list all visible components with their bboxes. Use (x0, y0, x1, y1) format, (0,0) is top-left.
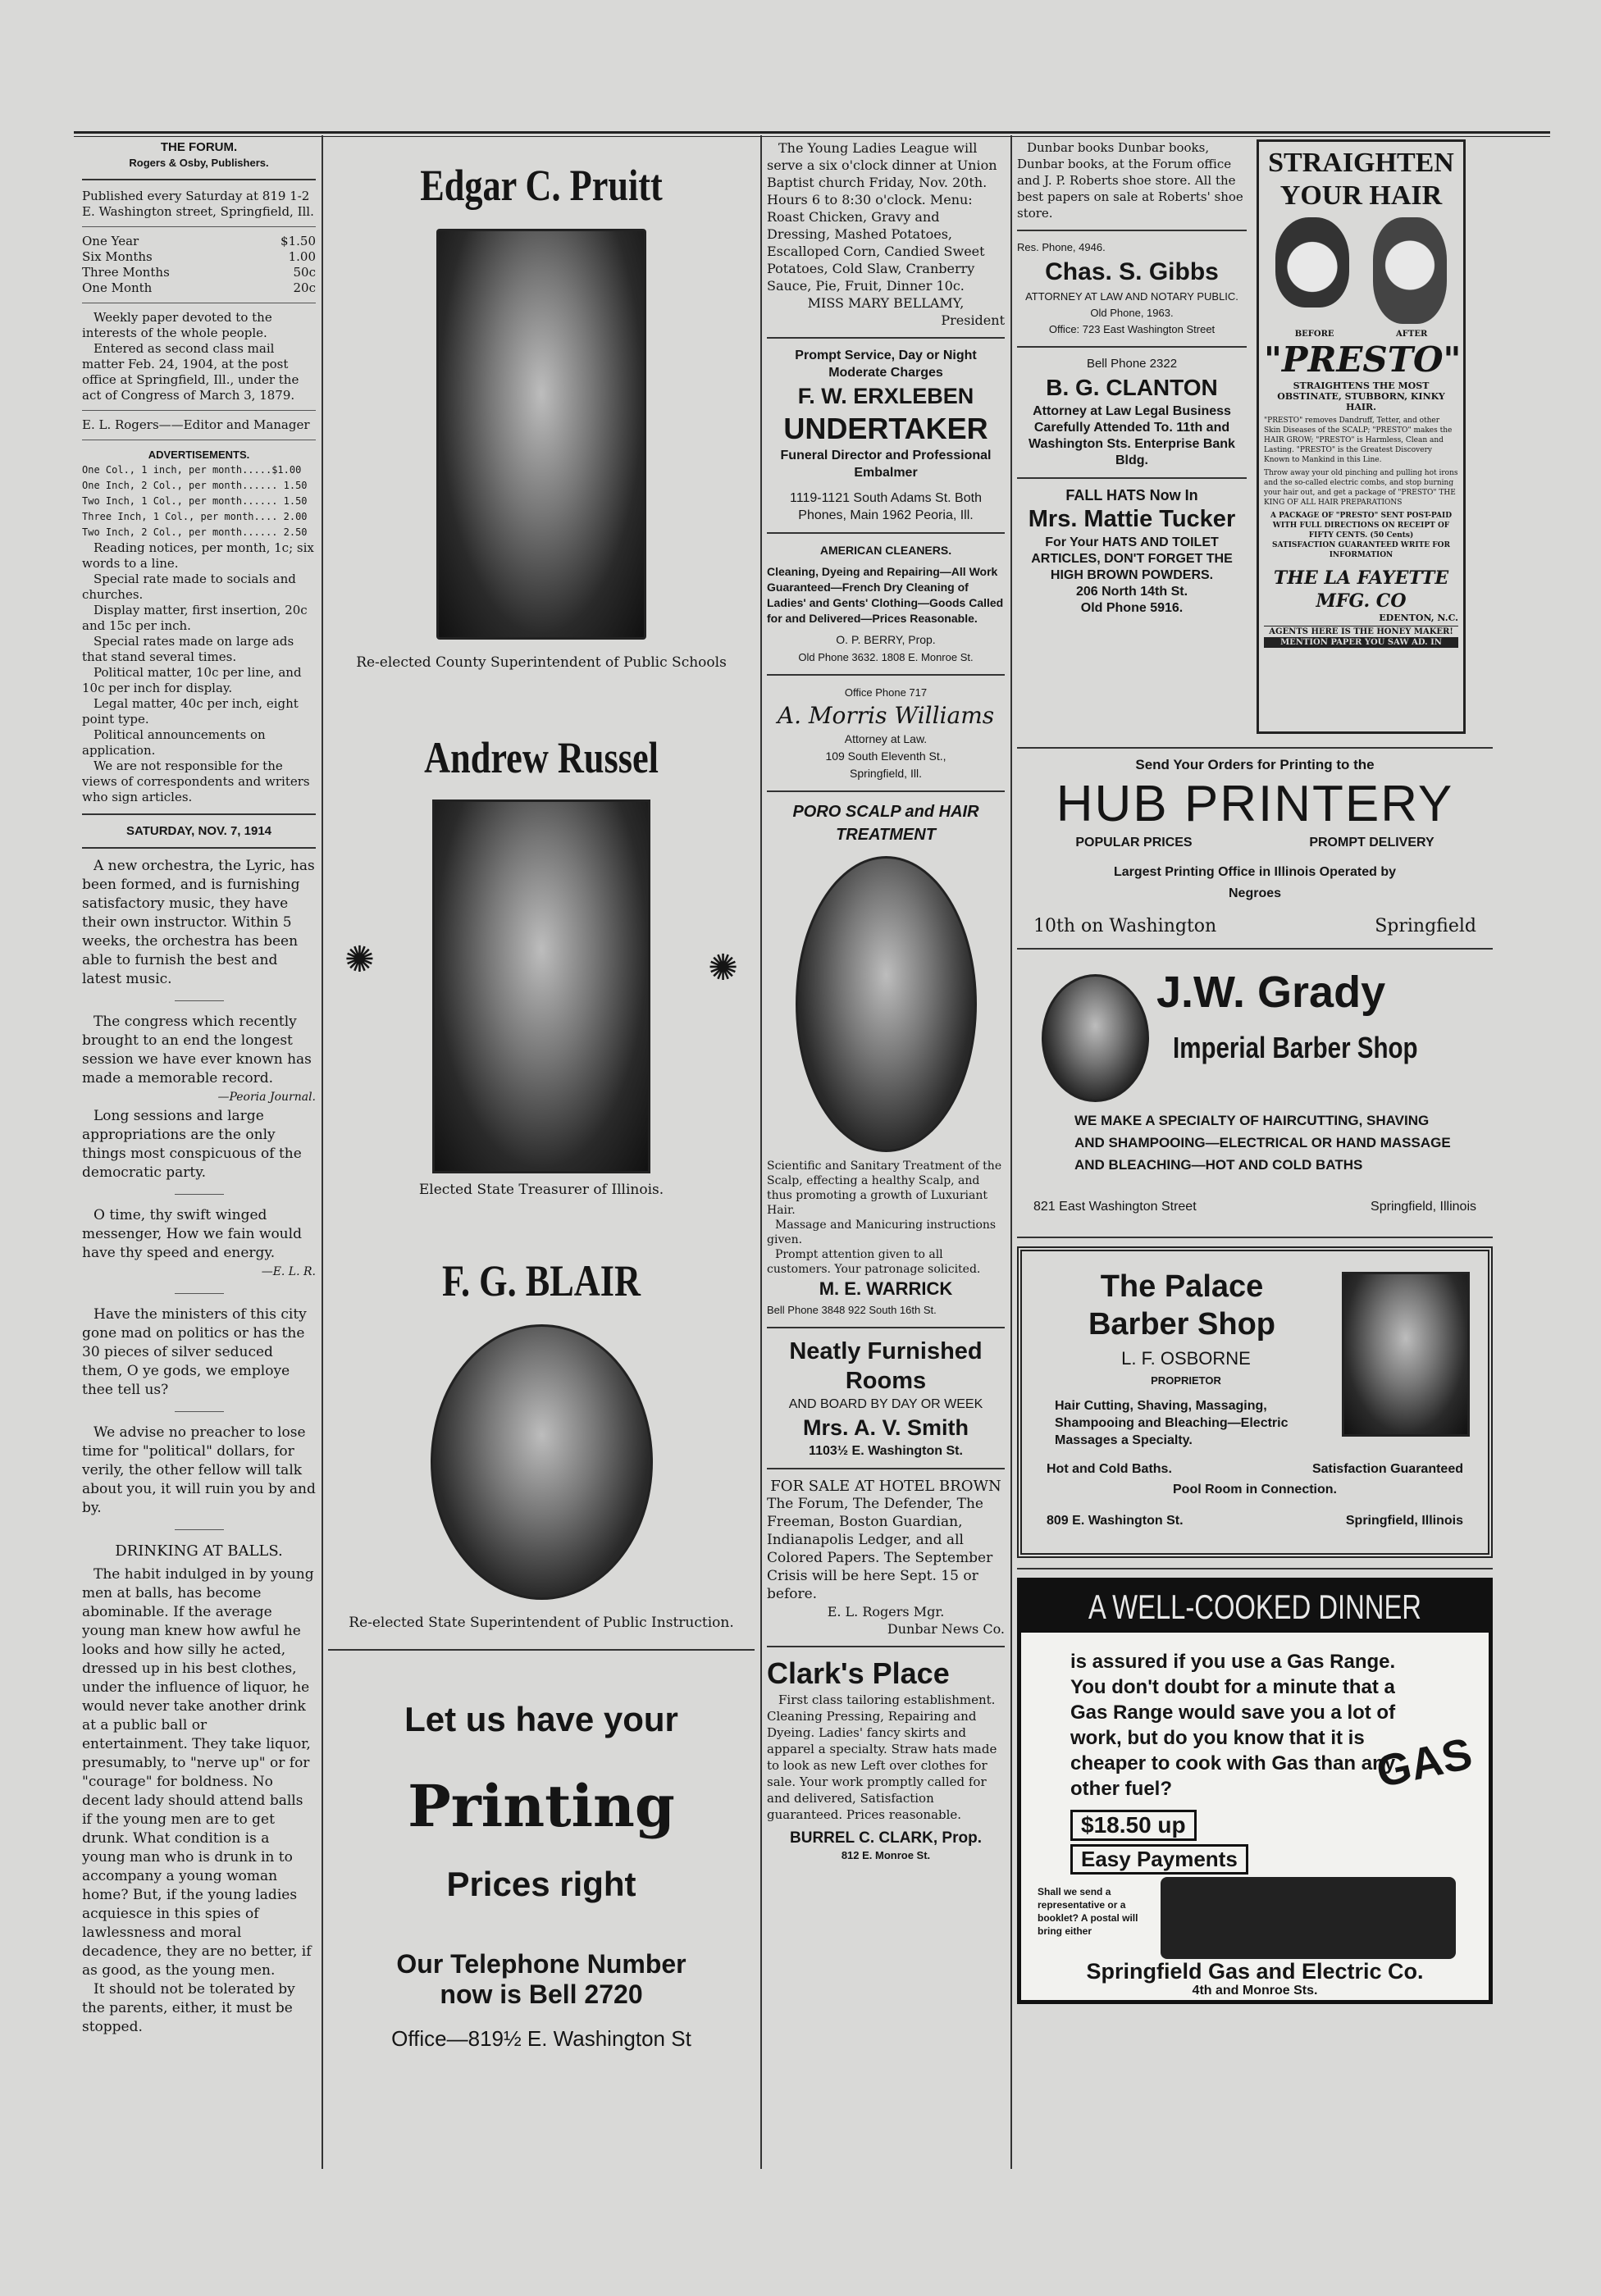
printing-line-1: Let us have your (404, 1700, 678, 1738)
clarks-text: First class tailoring establishment. Cleaning Pressing, Repairing and Dyeing. Ladies' fancy skirts and apparel a specialty. Straw hats made to look as new Left over clothes for sale. Your work promptly called for and delivered, Satisfaction guaranteed. Prices reasonable. (767, 1692, 997, 1822)
smith-address: 1103½ E. Washington St. (809, 1444, 963, 1458)
grady-address: 821 East Washington Street (1033, 1200, 1197, 1214)
pruitt-portrait (436, 229, 646, 640)
ad-note: Display matter, first insertion, 20c and 15c per inch. (82, 603, 308, 633)
league-signature: MISS MARY BELLAMY, (807, 295, 965, 311)
phone-line-1: Our Telephone Number (396, 1949, 686, 1979)
forsale-signature: E. L. Rogers Mgr. (827, 1604, 945, 1620)
undertaker-title: UNDERTAKER (783, 412, 988, 445)
forsale-text: The Forum, The Defender, The Freeman, Boston Guardian, Indianapolis Ledger, and all Colored Papers. The September Crisis will be here Sept. 15 or before. (767, 1496, 993, 1602)
palace-ad (1017, 1246, 1493, 1558)
before-face (1275, 217, 1349, 308)
gas-shall: Shall we send a representative or a booklet? A postal will bring either (1038, 1886, 1138, 1937)
smith-name: Mrs. A. V. Smith (802, 1415, 969, 1440)
ad-note: We are not responsible for the views of correspondents and writers who sign articles. (82, 758, 310, 804)
ad-rate: Two Inch, 2 Col., per month...... 2.50 (82, 526, 308, 538)
preacher-article: We advise no preacher to lose time for "political" dollars, for verily, the other fellow will talk about you, it will ruin you by and by. (82, 1424, 316, 1516)
palace-title: The Palace Barber Shop (1088, 1269, 1276, 1342)
williams-name: A. Morris Williams (777, 702, 995, 729)
pruitt-name: Edgar C. Pruitt (420, 161, 663, 210)
presto-straightens: STRAIGHTENS THE MOST OBSTINATE, STUBBORN, KINKY HAIR. (1277, 380, 1445, 412)
column-rule (760, 135, 762, 2169)
grady-ad (1017, 958, 1493, 1228)
hub-prompt: PROMPT DELIVERY (1309, 836, 1435, 850)
hub-address: 10th on Washington (1033, 916, 1217, 936)
gas-label: GAS (1372, 1729, 1476, 1797)
after-face (1373, 217, 1447, 324)
sun-ornament-icon: ✺ (344, 939, 375, 981)
williams-line: Springfield, Ill. (850, 767, 922, 780)
williams-line: 109 South Eleventh St., (825, 749, 946, 763)
ads-heading: ADVERTISEMENTS. (148, 449, 250, 461)
blair-portrait (431, 1324, 653, 1600)
ad-note: Reading notices, per month, 1c; six words to a line. (82, 540, 314, 571)
pruitt-caption: Re-elected County Superintendent of Public Schools (356, 654, 727, 671)
clarks-title: Clark's Place (767, 1656, 950, 1690)
lafayette-name: THE LA FAYETTE MFG. CO (1273, 567, 1449, 612)
gibbs-name: Chas. S. Gibbs (1045, 258, 1219, 285)
drinking-article: The habit indulged in by young men at balls, has become abominable. If the average young man knew how awful he looks and how silly he acted, dressed up in his best clothes, under the influence of liquor, he would never take another drink at a public ball or entertainment. They take liquor, presumably, to "nerve up" or for "courage" for boldness. No decent lady should attend balls if the young men are to get drunk. What condition is a young man who is drunk in to accompany a young woman home? But, if the young ladies acquiesce in this spies of lawlessness and moral decadence, they are no better, if as good, as the young men. (82, 1566, 314, 1979)
grady-services: WE MAKE A SPECIALTY OF HAIRCUTTING, SHAVING AND SHAMPOOING—ELECTRICAL OR HAND MASSAGE AND BLEACHING—HOT AND COLD BATHS (1074, 1113, 1451, 1173)
palace-city: Springfield, Illinois (1345, 1514, 1463, 1528)
grady-name: J.W. Grady (1156, 968, 1386, 1017)
hub-city: Springfield (1375, 916, 1476, 936)
gas-company: Springfield Gas and Electric Co. (1086, 1959, 1424, 1984)
poro-text: Scientific and Sanitary Treatment of the Scalp, effecting a healthy Scalp, and thus promoting a growth of Luxuriant Hair. (767, 1159, 1002, 1217)
gas-ad (1017, 1578, 1493, 2004)
column-rule (1010, 135, 1012, 2169)
rate-row: Six Months 1.00 (82, 249, 316, 264)
column-1 (82, 139, 316, 2037)
blair-caption: Re-elected State Superintendent of Public Instruction. (349, 1615, 734, 1631)
office-line: Office—819½ E. Washington St (391, 2026, 691, 2051)
league-title: President (941, 312, 1005, 328)
issue-date: SATURDAY, NOV. 7, 1914 (125, 824, 272, 838)
ad-note: Special rate made to socials and churches. (82, 572, 296, 602)
poro-massage: Massage and Manicuring instructions given. (767, 1219, 997, 1246)
grady-city: Springfield, Illinois (1371, 1200, 1476, 1214)
presto-illustration (1264, 217, 1458, 324)
cleaners-address: Old Phone 3632. 1808 E. Monroe St. (798, 651, 974, 663)
ad-rate: Three Inch, 1 Col., per month.... 2.00 (82, 511, 308, 522)
tucker-name: Mrs. Mattie Tucker (1028, 506, 1236, 532)
poem: O time, thy swift winged messenger, How we fain would have thy speed and energy. (82, 1207, 302, 1261)
russel-portrait (432, 800, 650, 1173)
warrick-name: M. E. WARRICK (819, 1278, 953, 1299)
poro-attention: Prompt attention given to all customers. Your patronage solicited. (767, 1248, 981, 1276)
undertaker-name: F. W. ERXLEBEN (797, 384, 974, 408)
hub-title: HUB PRINTERY (1056, 776, 1454, 832)
entered-note: Entered as second class mail matter Feb. 24, 1904, at the post office at Springfield, Ill., under the act of Congress of March 3, 1879. (82, 341, 299, 403)
poem-source: —E. L. R. (261, 1265, 316, 1278)
gibbs-title: ATTORNEY AT LAW AND NOTARY PUBLIC. (1025, 290, 1238, 303)
tucker-address: 206 North 14th St. (1075, 585, 1188, 599)
rate-row: One Year $1.50 (82, 234, 316, 248)
grady-shop: Imperial Barber Shop (1173, 1031, 1418, 1064)
congress-source: —Peoria Journal. (217, 1091, 316, 1104)
russel-caption: Elected State Treasurer of Illinois. (418, 1182, 664, 1198)
hub-largest: Largest Printing Office in Illinois Operated by Negroes (1113, 865, 1397, 900)
tucker-text: For Your HATS AND TOILET ARTICLES, DON'T FORGET THE HIGH BROWN POWDERS. (1031, 535, 1233, 582)
forsale-title: FOR SALE AT HOTEL BROWN (770, 1478, 1001, 1495)
gibbs-office: Office: 723 East Washington Street (1048, 323, 1216, 335)
blair-name: F. G. BLAIR (442, 1256, 641, 1305)
gas-range-illustration (1161, 1877, 1456, 1959)
presto-ad (1257, 139, 1466, 734)
hub-printery-ad (1017, 757, 1493, 936)
presto-headline: STRAIGHTEN YOUR HAIR (1268, 148, 1454, 211)
tucker-phone: Old Phone 5916. (1080, 601, 1184, 615)
cleaners-prop: O. P. BERRY, Prop. (836, 633, 936, 646)
warrick-address: Bell Phone 3848 922 South 16th St. (767, 1304, 937, 1316)
phone-line-2: now is Bell 2720 (440, 1979, 643, 2009)
presto-body-2: Throw away your old pinching and pulling hot irons and the so-called electric combs, and stop burning your hair out, and get a package of "PRESTO" THE KING OF ALL HAIR PREPARATIONS (1264, 469, 1458, 507)
fall-hats: FALL HATS Now In (1065, 487, 1198, 503)
dunbar-notice: Dunbar books Dunbar books, Dunbar books, at the Forum office and J. P. Roberts shoe store. All the best papers on sale at Roberts' shoe store. (1017, 140, 1243, 221)
ad-rate: One Inch, 2 Col., per month...... 1.50 (82, 480, 308, 491)
before-label: BEFORE (1294, 330, 1334, 339)
presto-agents: AGENTS HERE IS THE HONEY MAKER! (1264, 626, 1458, 637)
lafayette-city: EDENTON, N.C. (1379, 613, 1458, 623)
column-rule (322, 135, 323, 2169)
dinner-title: A WELL-COOKED DINNER (1088, 1588, 1421, 1626)
undertaker-address: 1119-1121 South Adams St. Both Phones, Main 1962 Peoria, Ill. (790, 491, 982, 522)
presto-guarantee: SATISFACTION GUARANTEED WRITE FOR INFORMATION (1272, 541, 1450, 559)
sessions-article: Long sessions and large appropriations are the only things most conspicuous of the democratic party. (82, 1108, 302, 1181)
grady-portrait (1042, 974, 1149, 1102)
ad-note: Special rates made on large ads that stand several times. (82, 634, 294, 664)
rooms-board: AND BOARD BY DAY OR WEEK (788, 1397, 983, 1411)
presto-body: "PRESTO" removes Dandruff, Tetter, and other Skin Diseases of the SCALP; "PRESTO" makes the HAIR GROW; "PRESTO" is Harmless, Clean and Lasting. "PRESTO" is the Greatest Discovery Known to Mankind in this Line. (1264, 417, 1453, 464)
after-label: AFTER (1396, 330, 1428, 339)
presto-title: "PRESTO" (1264, 339, 1462, 380)
ad-rate: Two Inch, 1 Col., per month...... 1.50 (82, 495, 308, 507)
gas-price: $18.50 up (1070, 1810, 1197, 1841)
publishers: Rogers & Osby, Publishers. (129, 157, 269, 169)
osborne-title: PROPRIETOR (1151, 1374, 1221, 1387)
printing-line-2: Printing (408, 1772, 675, 1840)
dinner-banner (1021, 1582, 1489, 1633)
ad-rate: One Col., 1 inch, per month.....$1.00 (82, 464, 302, 476)
palace-services: Hair Cutting, Shaving, Massaging, Shampooing and Bleaching—Electric Massages a Specialty. (1055, 1399, 1289, 1447)
palace-satisfaction: Satisfaction Guaranteed (1311, 1462, 1463, 1476)
clark-address: 812 E. Monroe St. (841, 1849, 931, 1861)
hub-send: Send Your Orders for Printing to the (1135, 757, 1375, 772)
cleaners-text: Cleaning, Dyeing and Repairing—All Work Guaranteed—French Dry Cleaning of Ladies' and Gents' Clothing—Goods Called for and Delivered—Prices Reasonable. (767, 565, 1004, 625)
cleaners-title: AMERICAN CLEANERS. (819, 544, 952, 557)
printing-ad (328, 1659, 755, 2052)
palace-pool: Pool Room in Connection. (1173, 1483, 1337, 1496)
clanton-details: Attorney at Law Legal Business Carefully Attended To. 11th and Washington Sts. Enterprise Bank Bldg. (1029, 404, 1235, 467)
ministers-article: Have the ministers of this city gone mad on politics or has the 30 pieces of silver seduced them, O ye gods, we employe thee tell us? (82, 1306, 307, 1398)
drinking-title: DRINKING AT BALLS. (115, 1542, 283, 1560)
congress-article: The congress which recently brought to an end the longest session we have ever known has made a memorable record. (82, 1014, 312, 1086)
presto-mention: MENTION PAPER YOU SAW AD. IN (1264, 637, 1458, 648)
gas-address: 4th and Monroe Sts. (1192, 1984, 1318, 1998)
gas-payments: Easy Payments (1070, 1844, 1248, 1875)
clark-prop: BURREL C. CLARK, Prop. (790, 1829, 982, 1847)
ad-note: Political matter, 10c per line, and 10c per inch for display. (82, 665, 302, 695)
col4-left-block (1017, 139, 1247, 734)
clanton-phone: Bell Phone 2322 (1086, 357, 1178, 371)
rate-row: One Month 20c (82, 280, 316, 295)
osborne-portrait (1342, 1272, 1470, 1437)
williams-line: Attorney at Law. (844, 732, 928, 745)
published-note: Published every Saturday at 819 1-2 E. Washington street, Springfield, Ill. (82, 189, 314, 219)
weekly-note: Weekly paper devoted to the interests of the whole people. (82, 310, 272, 340)
res-phone: Res. Phone, 4946. (1017, 241, 1106, 253)
orchestra-article: A new orchestra, the Lyric, has been formed, and is furnishing satisfactory music, they have their own instructor. Within 5 weeks, the orchestra has been able to furnish the best and latest music. (82, 858, 315, 987)
hub-popular: POPULAR PRICES (1075, 836, 1193, 850)
ad-note: Legal matter, 40c per inch, eight point type. (82, 696, 299, 727)
rate-row: Three Months 50c (82, 265, 316, 280)
ad-note: Political announcements on application. (82, 727, 266, 758)
drinking-article-end: It should not be tolerated by the parents, either, it must be stopped. (82, 1981, 295, 2035)
office-phone: Office Phone 717 (844, 686, 928, 699)
gibbs-phone: Old Phone, 1963. (1090, 307, 1174, 319)
subscription-rates (82, 234, 316, 296)
rooms-title: Neatly Furnished Rooms (789, 1338, 983, 1394)
forsale-company: Dunbar News Co. (887, 1621, 1005, 1637)
palace-address: 809 E. Washington St. (1047, 1514, 1184, 1528)
clanton-name: B. G. CLANTON (1046, 375, 1218, 400)
column-2 (328, 139, 755, 2052)
presto-package: A PACKAGE OF "PRESTO" SENT POST-PAID WITH FULL DIRECTIONS ON RECEIPT OF FIFTY CENTS. (50 Cents) (1270, 512, 1453, 540)
palace-baths: Hot and Cold Baths. (1047, 1462, 1172, 1476)
column-3 (767, 139, 1005, 1864)
editor-line: E. L. Rogers——Editor and Manager (82, 417, 310, 432)
russel-name: Andrew Russel (424, 733, 659, 782)
printing-line-3: Prices right (446, 1865, 636, 1903)
league-notice: The Young Ladies League will serve a six o'clock dinner at Union Baptist church Friday, Nov. 20th. Hours 6 to 8:30 o'clock. Menu: Roast Chicken, Gravy and Dressing, Mashed Potatoes, Escalloped Corn, Candied Sweet Potatoes, Cold Slaw, Cranberry Sauce, Pie, Fruit, Dinner 10c. (767, 140, 997, 294)
column-4 (1017, 139, 1493, 2004)
top-rule-thin (74, 136, 1550, 137)
osborne-name: L. F. OSBORNE (1121, 1348, 1251, 1369)
masthead: THE FORUM. (160, 140, 238, 154)
poro-portrait (796, 856, 977, 1152)
undertaker-prompt: Prompt Service, Day or Night Moderate Charges (795, 348, 977, 380)
poro-title: PORO SCALP and HAIR TREATMENT (792, 803, 979, 844)
sun-ornament-icon: ✺ (708, 947, 738, 989)
top-rule (74, 131, 1550, 134)
dinner-text: is assured if you use a Gas Range. You don't doubt for a minute that a Gas Range would save you a lot of work, but do you know that it is cheaper to cook with Gas than any other fuel? (1070, 1651, 1396, 1800)
undertaker-funeral: Funeral Director and Professional Embalmer (780, 449, 992, 480)
